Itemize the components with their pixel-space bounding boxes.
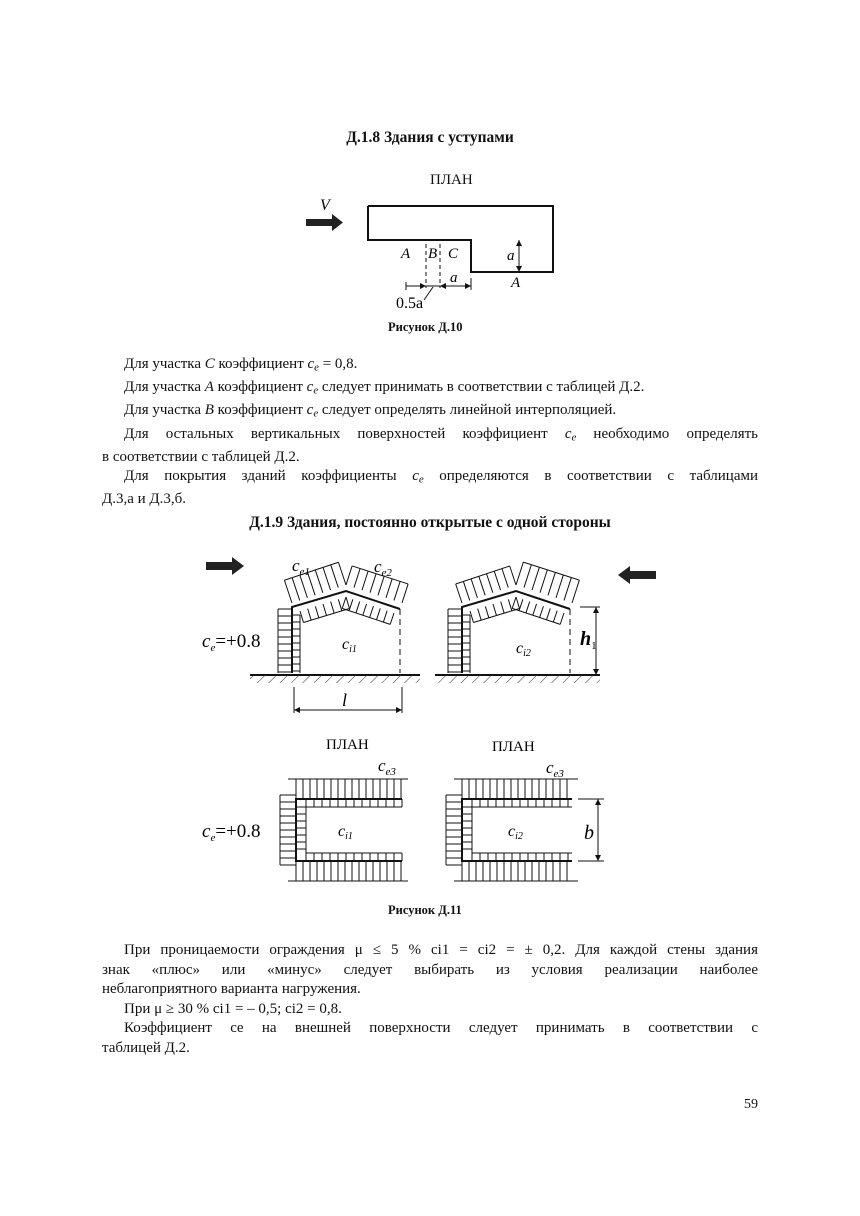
paragraph-permeability-2: знак «плюс» или «минус» следует выбирать из условия реализации наиболее xyxy=(102,961,758,978)
label-v: V xyxy=(320,197,330,214)
label-ce3-left: $c_{e3}$ xyxy=(378,756,396,778)
plan-label-left: ПЛАН xyxy=(326,737,369,753)
paragraph-other-walls: Для остальных вертикальных поверхностей коэффициент $c_e$ необходимо определять xyxy=(124,425,759,444)
zone-a-label-2: A xyxy=(511,275,521,291)
label-ci1-plan: ci1 xyxy=(338,823,353,842)
paragraph-other-walls-cont: в соответствии с таблицей Д.2. xyxy=(102,448,300,465)
label-b: b xyxy=(584,822,594,844)
figure-caption-d10: Рисунок Д.10 xyxy=(388,320,463,334)
label-ci2: ci2 xyxy=(516,640,531,659)
paragraph-permeability-30: При μ ≥ 30 % ci1 = – 0,5; ci2 = 0,8. xyxy=(124,1000,342,1017)
plan-label-right: ПЛАН xyxy=(492,739,535,755)
label-ci1: ci1 xyxy=(342,636,357,655)
wind-arrow-left xyxy=(206,557,244,575)
figure-d10 xyxy=(300,190,570,320)
paragraph-zone-a: Для участка A коэффициент $c_e$ следует принимать в соответствии с таблицей Д.2. xyxy=(124,379,645,397)
label-ci2-plan: ci2 xyxy=(508,823,523,842)
paragraph-external-coef-cont: таблицей Д.2. xyxy=(102,1039,190,1056)
label-l: l xyxy=(342,690,348,710)
wind-arrow-right xyxy=(618,566,656,584)
paragraph-external-coef: Коэффициент ce на внешней поверхности следует принимать в соответствии с xyxy=(124,1020,758,1036)
dim-a-vertical: a xyxy=(507,248,515,264)
wind-arrow xyxy=(306,214,343,231)
section-heading-2: Д.1.9 Здания, постоянно открытые с одной стороны xyxy=(249,514,611,531)
paragraph-permeability-1: При проницаемости ограждения μ ≤ 5 % ci1 = ci2 = ± 0,2. Для каждой стены здания xyxy=(124,942,758,958)
paragraph-roof: Для покрытия зданий коэффициенты $c_e$ определяются в соответствии с таблицами xyxy=(124,468,758,486)
figure-caption-d11: Рисунок Д.11 xyxy=(388,903,462,917)
text-block-1 xyxy=(102,355,758,510)
section-heading-1: Д.1.8 Здания с уступами xyxy=(346,129,514,146)
zone-b-label: B xyxy=(428,246,438,262)
figure-d11 xyxy=(180,545,680,905)
dim-half-a: 0.5a xyxy=(396,295,424,312)
plan-label-1: ПЛАН xyxy=(430,172,473,188)
paragraph-roof-cont: Д.3,а и Д.3,б. xyxy=(102,491,187,508)
dim-a-horizontal: a xyxy=(450,270,458,286)
text-block-2 xyxy=(102,941,758,1058)
paragraph-zone-c: Для участка C коэффициент $c_e = 0,8$. xyxy=(124,356,358,374)
building-plan-outline xyxy=(368,206,553,272)
paragraph-zone-b: Для участка B коэффициент $c_e$ следует определять линейной интерполяцией. xyxy=(124,402,617,421)
page-number: 59 xyxy=(744,1097,758,1112)
label-h1: $h_1$ xyxy=(580,628,597,652)
label-ce-left-section: $c_e=+0.8$ xyxy=(202,631,261,654)
label-ce3-right: $c_{e3}$ xyxy=(546,758,564,780)
plan-view-right xyxy=(446,779,604,881)
label-ce-left-plan: $c_e=+0.8$ xyxy=(202,821,261,844)
label-ce2: $c_{e2}$ xyxy=(374,557,392,579)
label-ce1: $c_{e1}$ xyxy=(292,556,310,578)
zone-c-label: C xyxy=(448,246,459,262)
zone-a-label: A xyxy=(401,246,411,262)
dimension-l xyxy=(294,687,402,713)
paragraph-permeability-3: неблагоприятного варианта нагружения. xyxy=(102,981,361,997)
